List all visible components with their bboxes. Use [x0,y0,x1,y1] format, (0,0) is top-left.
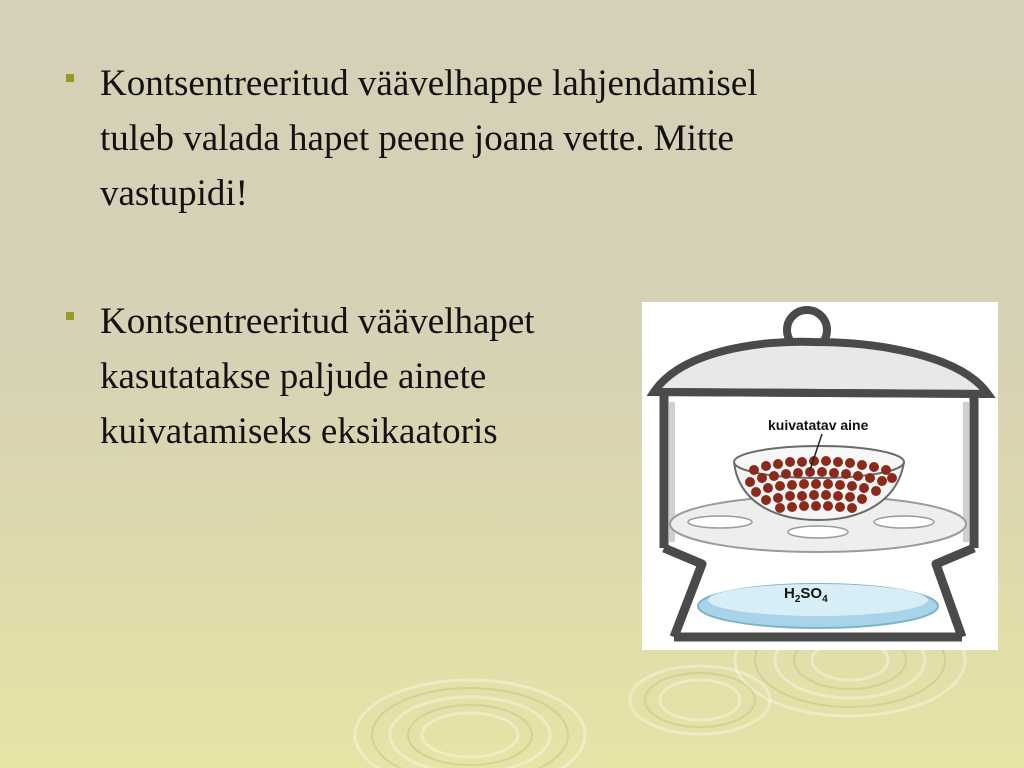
bullet-marker-icon [66,74,74,82]
acid-label: $H_2SO_4$ [784,585,828,605]
bullet-text: Kontsentreeritud väävelhappe lahjendamisel tuleb valada hapet peene joana vette. Mitte vastupidi! [100,63,758,214]
bullet-item-desiccator [62,294,622,459]
desiccator-illustration [642,302,998,650]
bullet-text: Kontsentreeritud väävelhapet kasutatakse paljude ainete kuivatamiseks eksikaatoris [100,301,535,452]
lid-rim [654,392,988,394]
lid-dome [654,342,988,394]
base-wall-right [936,548,974,637]
base-wall-left [664,548,702,637]
substance-label: kuivatatav aine [768,417,869,433]
bullet-marker-icon [66,312,74,320]
desiccator-drawing [642,302,998,650]
bullet-item-dilution [62,56,902,221]
